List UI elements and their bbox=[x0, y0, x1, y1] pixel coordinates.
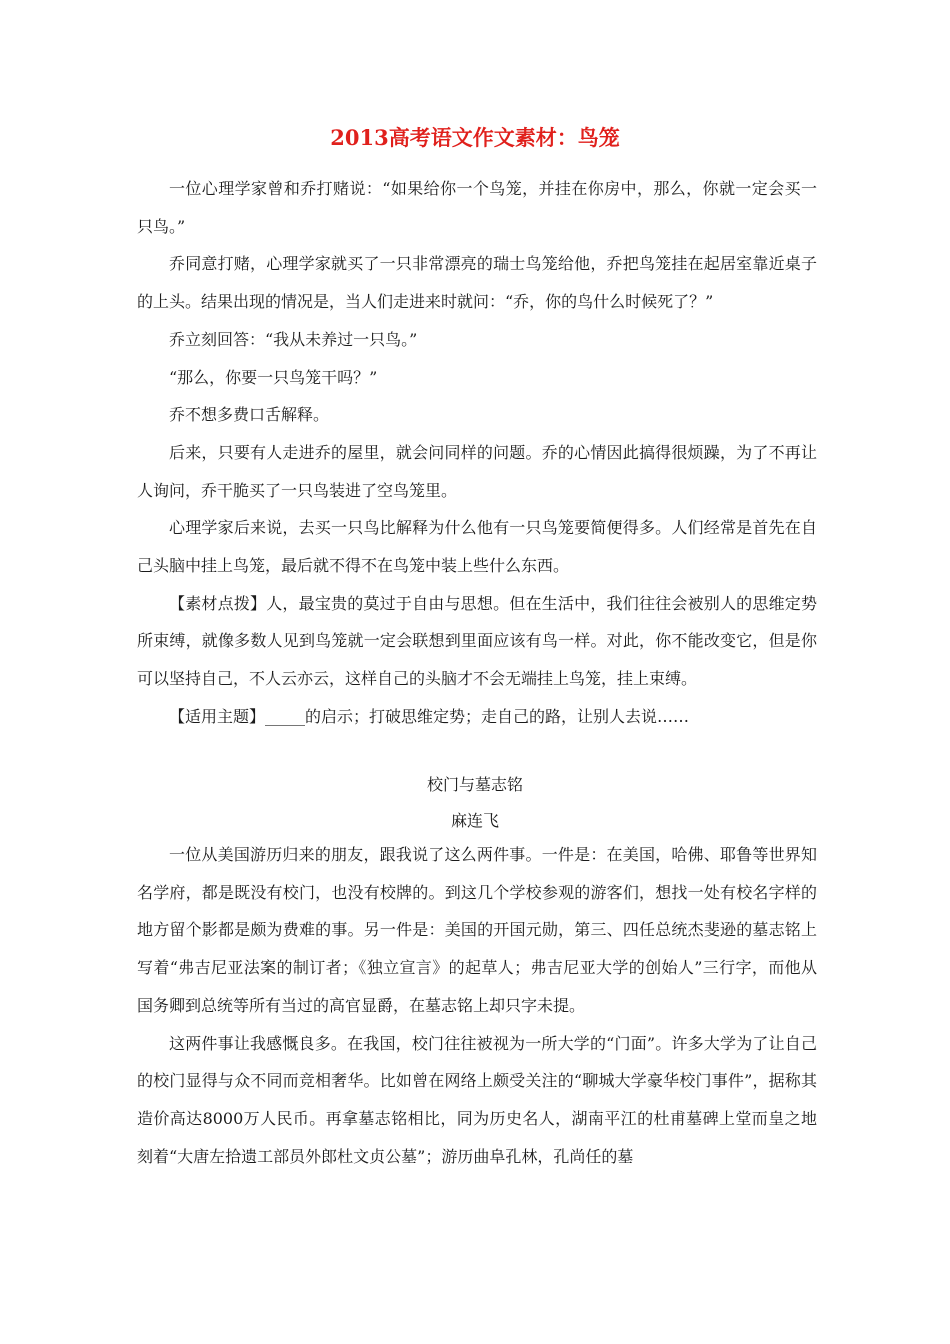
document-title: 2013高考语文作文素材：鸟笼 bbox=[330, 125, 620, 150]
article-birdcage bbox=[137, 170, 817, 736]
article-title: 校门与墓志铭 bbox=[426, 775, 523, 794]
paragraph: 乔同意打赌，心理学家就买了一只非常漂亮的瑞士鸟笼给他，乔把鸟笼挂在起居室靠近桌子的上头。结果出现的情况是，当人们走进来时就问：“乔，你的鸟什么时候死了？” bbox=[137, 254, 817, 312]
paragraph: 乔立刻回答：“我从未养过一只鸟。” bbox=[169, 329, 418, 349]
paragraph: 一位心理学家曾和乔打赌说：“如果给你一个鸟笼，并挂在你房中，那么，你就一定会买一只鸟。” bbox=[137, 179, 817, 236]
material-commentary: 【素材点拨】人，最宝贵的莫过于自由与思想。但在生活中，我们往往会被别人的思维定势所束缚，就像多数人见到鸟笼就一定会联想到里面应该有鸟一样。对此，你不能改变它，但是你可以坚持自己，不人云亦云，这样自己的头脑才不会无端挂上鸟笼，挂上束缚。 bbox=[137, 593, 817, 689]
paragraph: 一位从美国游历归来的朋友，跟我说了这么两件事。一件是：在美国，哈佛、耶鲁等世界知名学府，都是既没有校门，也没有校牌的。到这几个学校参观的游客们，想找一处有校名字样的地方留个影都是颇为费难的事。另一件是：美国的开国元勋，第三、四任总统杰斐逊的墓志铭上写着“弗吉尼亚法案的制订者；《独立宣言》的起草人；弗吉尼亚大学的创始人”三行字，而他从国务卿到总统等所有当过的高官显爵，在墓志铭上却只字未提。 bbox=[137, 845, 817, 1015]
article-school-gate bbox=[137, 836, 817, 1175]
applicable-themes: 【适用主题】_____的启示；打破思维定势；走自己的路，让别人去说…… bbox=[169, 706, 690, 726]
paragraph: 后来，只要有人走进乔的屋里，就会问同样的问题。乔的心情因此搞得很烦躁，为了不再让人询问，乔干脆买了一只鸟装进了空鸟笼里。 bbox=[137, 442, 817, 500]
paragraph: 乔不想多费口舌解释。 bbox=[169, 405, 330, 425]
paragraph: “那么，你要一只鸟笼干吗？” bbox=[169, 367, 378, 387]
article-author: 麻连飞 bbox=[450, 811, 499, 830]
paragraph: 心理学家后来说，去买一只鸟比解释为什么他有一只鸟笼要简便得多。人们经常是首先在自己头脑中挂上鸟笼，最后就不得不在鸟笼中装上些什么东西。 bbox=[137, 518, 817, 576]
paragraph: 这两件事让我感慨良多。在我国，校门往往被视为一所大学的“门面”。许多大学为了让自己的校门显得与众不同而竞相奢华。比如曾在网络上颇受关注的“聊城大学豪华校门事件”，据称其造价高达8000万人民币。再拿墓志铭相比，同为历史名人，湖南平江的杜甫墓碑上堂而皇之地刻着“大唐左拾遗工部员外郎杜文贞公墓”；游历曲阜孔林，孔尚任的墓 bbox=[137, 1033, 817, 1166]
